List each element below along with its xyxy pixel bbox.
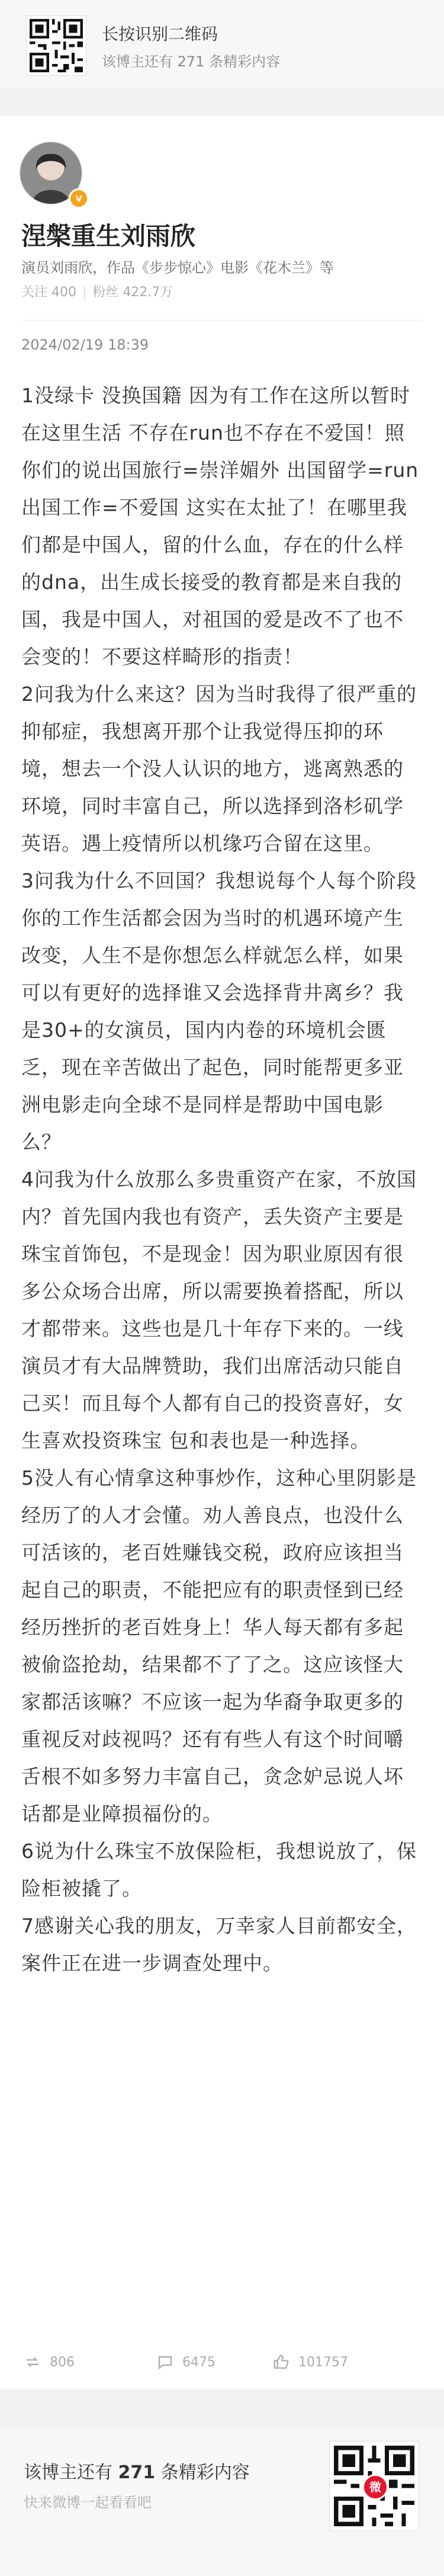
- post-paragraph: 5没人有心情拿这种事炒作，这种心里阴影是经历了的人才会懂。劝人善良点，也没什么可活该的，老百姓赚钱交税，政府应该担当起自己的职责，不能把应有的职责怪到已经经历挫折的老百姓身上！华人每天都有多起被偷盗抢劫，结果都不了了之。这应该怪大家都活该嘛？不应该一起为华裔争取更多的重视反对歧视吗？还有有些人有这个时间嚼舌根不如多努力丰富自己，贪念妒忌说人坏话都是业障损福份的。: [21, 1466, 417, 1825]
- profile-description: 演员刘雨欣，作品《步步惊心》电影《花木兰》等: [21, 259, 334, 276]
- stats-separator: |: [82, 285, 87, 300]
- post-card: [0, 116, 444, 2389]
- banner-subtitle: 该博主还有 271 条精彩内容: [102, 53, 281, 70]
- banner-title: 长按识别二维码: [102, 24, 218, 44]
- footer-banner: [0, 2427, 444, 2576]
- post-paragraph: 1没绿卡 没换国籍 因为有工作在这所以暂时在这里生活 不存在run也不存在不爱国！照你们的说出国旅行=崇洋媚外 出国留学=run 出国工作=不爱国 这实在太扯了！在哪里我们都是中国人，留的什么血，存在的什么样的dna，出生成长接受的教育都是来自我的国，我是中国人，对祖国的爱是改不了也不会变的！不要这样畸形的指责！: [21, 384, 419, 668]
- like-count: 101757: [298, 2354, 348, 2370]
- post-paragraph: 6说为什么珠宝不放保险柜，我想说放了，保险柜被撬了。: [21, 1840, 417, 1900]
- profile-stats: [21, 282, 173, 300]
- post-date: 2024/02/19 18:39: [21, 337, 149, 353]
- post-paragraph: 7感谢关心我的朋友，万幸家人目前都安全，案件正在进一步调查处理中。: [21, 1914, 417, 1975]
- fans-count: 粉丝 422.7万: [92, 285, 173, 300]
- qr-code[interactable]: [26, 15, 86, 76]
- post-paragraph: 3问我为什么不回国？我想说每个人每个阶段你的工作生活都会因为当时的机遇环境产生改变，人生不是你想怎么样就怎么样，如果可以有更好的选择谁又会选择背井离乡？我是30+的女演员，国内内卷的环境机会匮乏，现在辛苦做出了起色，同时能帮更多亚洲电影走向全球不是同样是帮助中国电影么？: [21, 869, 417, 1154]
- post-body: [21, 377, 423, 1982]
- like-icon: [272, 2353, 290, 2371]
- post-paragraph: 4问我为什么放那么多贵重资产在家，不放国内？首先国内我也有资产，丢失资产主要是珠宝首饰包，不是现金！因为职业原因有很多公众场合出席，所以需要换着搭配，所以才都带来。这些也是几十年存下来的。一线演员才有大品牌赞助，我们出席活动只能自己买！而且每个人都有自己的投资喜好，女生喜欢投资珠宝 包和表也是一种选择。: [21, 1168, 417, 1452]
- action-bar: [0, 2348, 444, 2379]
- weibo-logo-icon: 微: [362, 2474, 388, 2500]
- profile-name[interactable]: 涅槃重生刘雨欣: [21, 222, 196, 251]
- repost-button[interactable]: [24, 2353, 75, 2371]
- top-banner: [0, 0, 444, 89]
- repost-icon: [24, 2353, 41, 2371]
- like-button[interactable]: [272, 2353, 348, 2371]
- comment-button[interactable]: [156, 2353, 215, 2371]
- post-paragraph: 2问我为什么来这？因为当时我得了很严重的抑郁症，我想离开那个让我觉得压抑的环境，想去一个没人认识的地方，逃离熟悉的环境，同时丰富自己，所以选择到洛杉矶学英语。遇上疫情所以机缘巧合留在这里。: [21, 683, 417, 855]
- divider: [21, 320, 423, 321]
- comment-icon: [156, 2353, 174, 2371]
- verified-badge-icon: v: [69, 188, 89, 209]
- footer-prefix: 该博主还有: [24, 2462, 118, 2483]
- repost-count: 806: [50, 2354, 75, 2370]
- footer-count: 271: [118, 2462, 156, 2483]
- footer-suffix: 条精彩内容: [155, 2462, 250, 2483]
- follow-count: 关注 400: [21, 285, 76, 300]
- footer-subtitle: 快来微博一起看看吧: [24, 2494, 152, 2511]
- footer-title: [24, 2458, 250, 2484]
- comment-count: 6475: [182, 2354, 215, 2370]
